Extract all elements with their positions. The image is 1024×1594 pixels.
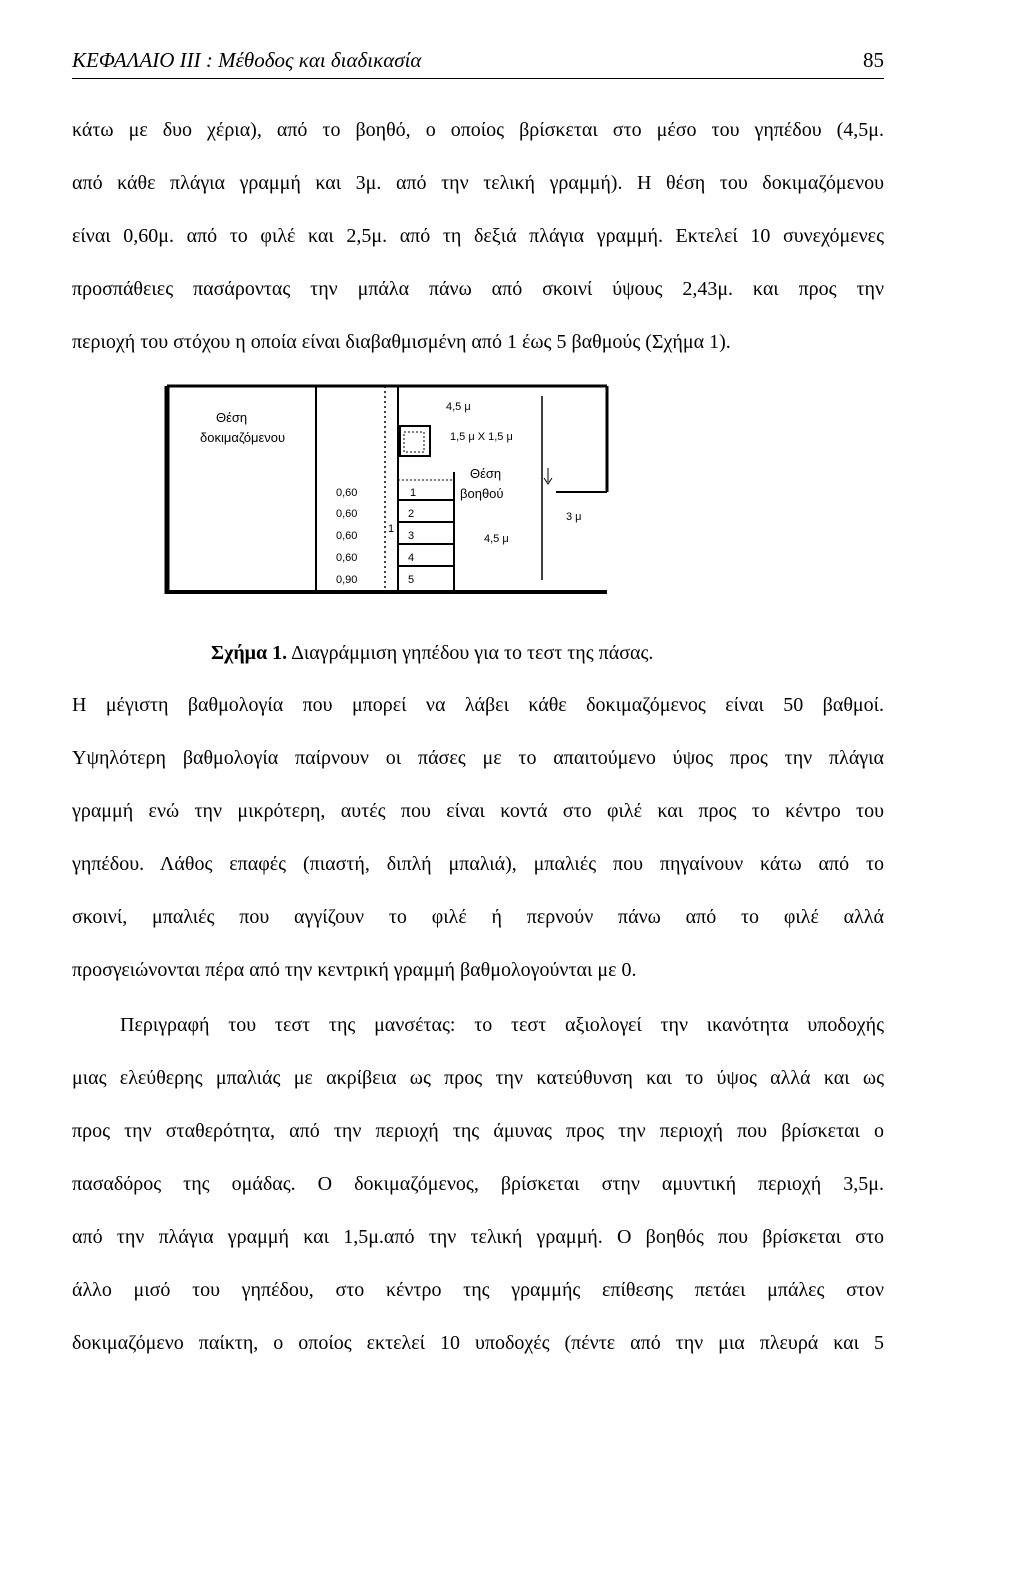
court-diagram bbox=[164, 384, 612, 604]
text-line: προσγειώνονται πέρα από την κεντρική γραμμή βαθμολογούνται με 0. bbox=[72, 959, 637, 981]
text-line: μιας ελεύθερης μπαλιάς με ακρίβεια ως προς την κατεύθυνση και το ύψος αλλά και ως bbox=[72, 1067, 884, 1089]
text-line: από την πλάγια γραμμή και 1,5μ.από την τελική γραμμή. Ο βοηθός που βρίσκεται στο bbox=[72, 1226, 884, 1248]
text-line: πασαδόρος της ομάδας. Ο δοκιμαζόμενος, βρίσκεται στην αμυντική περιοχή 3,5μ. bbox=[72, 1173, 884, 1195]
text-line: Υψηλότερη βαθμολογία παίρνουν οι πάσες με το απαιτούμενο ύψος προς την πλάγια bbox=[72, 747, 884, 769]
caption-text: Διαγράμμιση γηπέδου για το τεστ της πάσας. bbox=[287, 642, 654, 664]
text-line: είναι 0,60μ. από το φιλέ και 2,5μ. από τη δεξιά πλάγια γραμμή. Εκτελεί 10 συνεχόμενες bbox=[72, 225, 884, 247]
zone-score-label: 4 bbox=[408, 552, 415, 564]
zone-depth-label: 0,90 bbox=[336, 574, 358, 586]
text-line: γηπέδου. Λάθος επαφές (πιαστή, διπλή μπαλιά), μπαλιές που πηγαίνουν κάτω από το bbox=[72, 853, 884, 875]
figure-caption bbox=[211, 642, 653, 665]
zone-depth-label: 0,60 bbox=[336, 530, 358, 542]
text-line: γραμμή ενώ την μικρότερη, αυτές που είναι κοντά στο φιλέ και προς το κέντρο του bbox=[72, 800, 884, 822]
label-top-width: 4,5 μ bbox=[446, 401, 471, 413]
zone-score-label: 1 bbox=[410, 487, 417, 499]
caption-label: Σχήμα 1. bbox=[211, 642, 288, 664]
label-tester-line1: Θέση bbox=[216, 410, 248, 425]
zone-score-label: 5 bbox=[408, 574, 415, 586]
text-line: κάτω με δυο χέρια), από το βοηθό, ο οποίος βρίσκεται στο μέσο του γηπέδου (4,5μ. bbox=[72, 119, 884, 141]
zone-score-label: 2 bbox=[408, 508, 415, 520]
zone-depth-label: 0,60 bbox=[336, 508, 358, 520]
text-line: Περιγραφή του τεστ της μανσέτας: το τεστ αξιολογεί την ικανότητα υποδοχής bbox=[120, 1014, 884, 1036]
label-square: 1,5 μ Χ 1,5 μ bbox=[450, 431, 513, 443]
label-one: 1 bbox=[388, 523, 395, 535]
target-square-inner bbox=[404, 432, 424, 452]
zone-depth-label: 0,60 bbox=[336, 552, 358, 564]
label-helper-line2: βοηθού bbox=[460, 486, 504, 501]
text-line: προσπάθειες πασάροντας την μπάλα πάνω από σκοινί ύψους 2,43μ. και προς την bbox=[72, 278, 884, 300]
label-bottom-width: 4,5 μ bbox=[484, 533, 509, 545]
text-line: Η μέγιστη βαθμολογία που μπορεί να λάβει κάθε δοκιμαζόμενος είναι 50 βαθμοί. bbox=[72, 694, 884, 716]
zone-depth-label: 0,60 bbox=[336, 487, 358, 499]
chapter-title: ΚΕΦΑΛΑΙΟ III : Μέθοδος και διαδικασία bbox=[72, 48, 422, 72]
label-three-meters: 3 μ bbox=[566, 511, 582, 523]
text-line: από κάθε πλάγια γραμμή και 3μ. από την τελική γραμμή). Η θέση του δοκιμαζόμενου bbox=[72, 172, 884, 194]
text-line: προς την σταθερότητα, από την περιοχή της άμυνας προς την περιοχή που βρίσκεται ο bbox=[72, 1120, 884, 1142]
text-line: περιοχή του στόχου η οποία είναι διαβαθμισμένη από 1 έως 5 βαθμούς (Σχήμα 1). bbox=[72, 331, 731, 353]
zone-score-label: 3 bbox=[408, 530, 415, 542]
text-line: σκοινί, μπαλιές που αγγίζουν το φιλέ ή περνούν πάνω από το φιλέ αλλά bbox=[72, 906, 884, 928]
label-helper-line1: Θέση bbox=[470, 466, 502, 481]
text-line: άλλο μισό του γηπέδου, στο κέντρο της γραμμής επίθεσης πετάει μπάλες στον bbox=[72, 1279, 884, 1301]
text-line: δοκιμαζόμενο παίκτη, ο οποίος εκτελεί 10 υποδοχές (πέντε από την μια πλευρά και 5 bbox=[72, 1332, 884, 1354]
page-number: 85 bbox=[863, 48, 884, 72]
page-header bbox=[72, 44, 884, 79]
label-tester-line2: δοκιμαζόμενου bbox=[200, 430, 286, 445]
